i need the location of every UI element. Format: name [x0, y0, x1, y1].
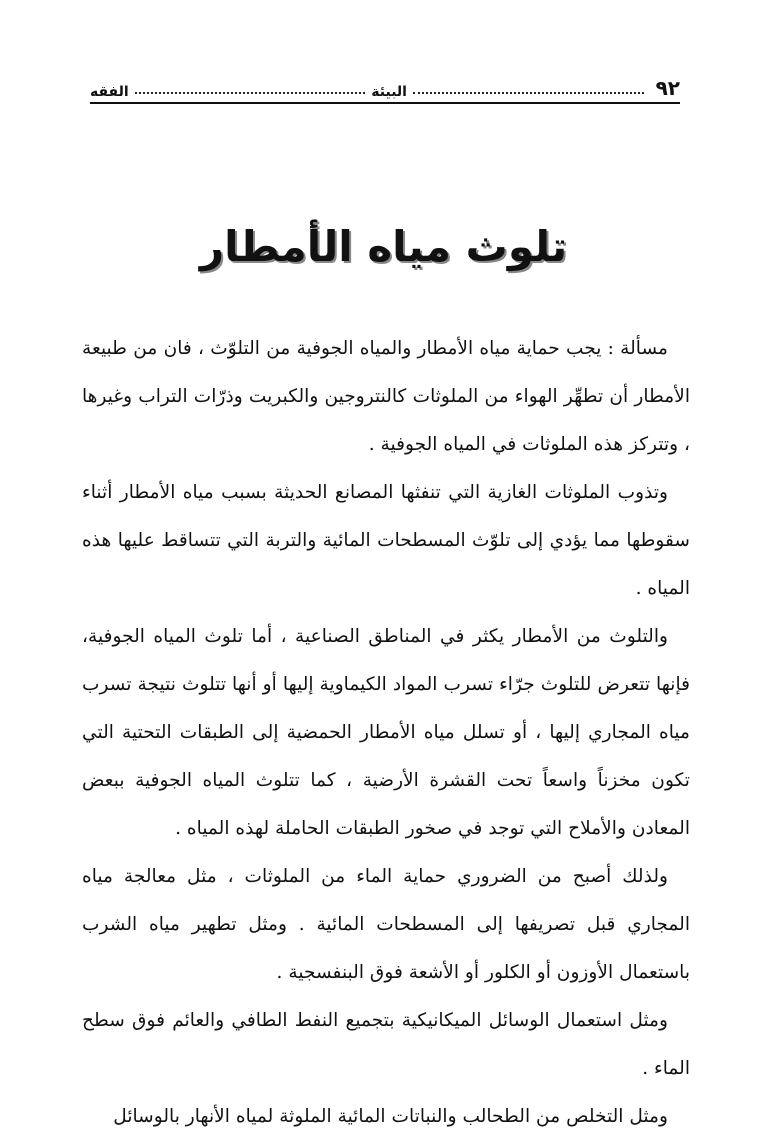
- paragraph: والتلوث من الأمطار يكثر في المناطق الصناعية ، أما تلوث المياه الجوفية، فإنها تتعرض للتلوث جرّاء تسرب المواد الكيماوية إليها أو أنها تتلوث نتيجة تسرب مياه المجاري إليها ، أو تسلل مياه الأمطار الحمضية إلى الطبقات التحتية التي تكون مخزناً واسعاً تحت القشرة الأرضية ، كما تتلوث المياه الجوفية ببعض المعادن والأملاح التي توجد في صخور الطبقات الحاملة لهذه المياه .: [82, 626, 690, 839]
- header-section: البيئة: [371, 84, 407, 100]
- paragraph: وتذوب الملوثات الغازية التي تنفثها المصانع الحديثة بسبب مياه الأمطار أثناء سقوطها مما يؤدي إلى تلوّث المسطحات المائية والتربة التي تتساقط عليها هذه المياه .: [82, 482, 690, 599]
- paragraph: ولذلك أصبح من الضروري حماية الماء من الملوثات ، مثل معالجة مياه المجاري قبل تصريفها إلى المسطحات المائية . ومثل تطهير مياه الشرب باستعمال الأوزون أو الكلور أو الأشعة فوق البنفسجية .: [82, 866, 690, 983]
- header-dot-leader: [135, 92, 366, 94]
- body-text: [82, 325, 690, 1141]
- header-book-title: الفقه: [89, 84, 129, 100]
- page-number: ٩٢: [655, 76, 680, 100]
- paragraph: مسألة : يجب حماية مياه الأمطار والمياه الجوفية من التلوّث ، فان من طبيعة الأمطار أن تطهِّر الهواء من الملوثات كالنتروجين والكبريت وذرّات التراب وغيرها ، وتتركز هذه الملوثات في المياه الجوفية .: [82, 338, 690, 455]
- chapter-title: تلوث مياه الأمطار: [199, 222, 568, 271]
- header-dot-leader: [413, 92, 644, 94]
- paragraph: ومثل التخلص من الطحالب والنباتات المائية الملوثة لمياه الأنهار بالوسائل: [113, 1106, 668, 1127]
- header-rule: [90, 102, 680, 104]
- paragraph: ومثل استعمال الوسائل الميكانيكية بتجميع النفط الطافي والعائم فوق سطح الماء .: [82, 1010, 690, 1079]
- running-header: [90, 60, 680, 100]
